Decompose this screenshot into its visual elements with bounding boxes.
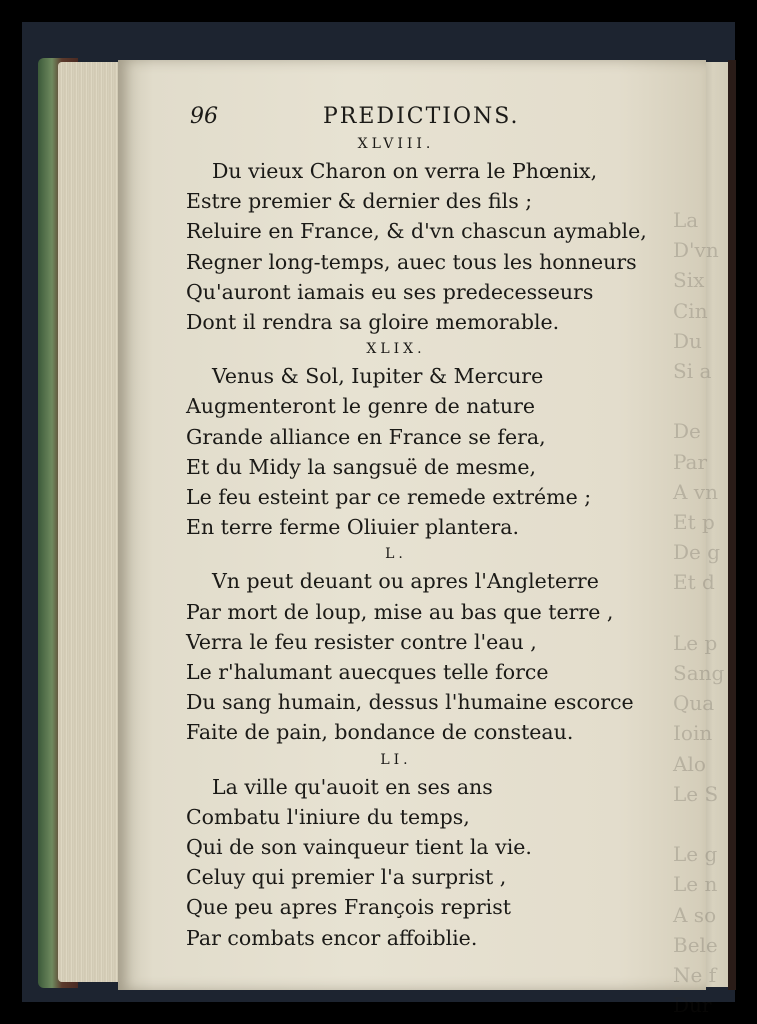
verse-line: Reluire en France, & d'vn chascun aymable, xyxy=(186,219,647,244)
verse-line: Qu'auront iamais eu ses predecesseurs xyxy=(186,279,594,304)
prophecy-text xyxy=(186,132,686,953)
verse-line: Faite de pain, bondance de consteau. xyxy=(186,720,574,745)
verse-line: Estre premier & dernier des fils ; xyxy=(186,189,533,214)
verse-line: Par combats encor affoiblie. xyxy=(186,925,478,950)
stanza-numeral: XLVIII. xyxy=(357,136,435,152)
verse-line: Augmenteront le genre de nature xyxy=(186,394,536,419)
verse-line: En terre ferme Oliuier plantera. xyxy=(186,515,520,540)
stanza-numeral: LI. xyxy=(380,751,412,768)
stanza xyxy=(186,339,686,542)
verse-line: Celuy qui premier l'a surprist , xyxy=(186,865,507,890)
verse-line: Que peu apres François reprist xyxy=(186,895,511,920)
verse-line: Regner long-temps, auec tous les honneurs xyxy=(186,249,637,274)
verse-line: Combatu l'iniure du temps, xyxy=(186,804,470,829)
stanza xyxy=(186,750,686,953)
verse-line: Par mort de loup, mise au bas que terre , xyxy=(186,599,614,624)
stanza-numeral: L. xyxy=(385,546,407,563)
verse-line: Grande alliance en France se fera, xyxy=(186,424,546,449)
bleed-through-text: La D'vn Six Cin Du Si a De Par A vn Et p De g Et d Le p Sang Qua Ioin Alo Le S Le g Le n A so Bele Ne f Dur xyxy=(673,208,725,1018)
stanza-numeral: XLIX. xyxy=(366,341,426,358)
page-number: 96 xyxy=(190,104,218,129)
stanza xyxy=(186,134,686,337)
verse-line: Venus & Sol, Iupiter & Mercure xyxy=(212,364,544,389)
verse-line: Vn peut deuant ou apres l'Angleterre xyxy=(212,569,599,594)
verse-line: Et du Midy la sangsuë de mesme, xyxy=(186,454,537,479)
stanza xyxy=(186,544,686,747)
verse-line: Du vieux Charon on verra le Phœnix, xyxy=(212,159,598,183)
book-page xyxy=(118,60,725,1018)
verse-line: Verra le feu resister contre l'eau , xyxy=(186,629,537,654)
verse-line: Le feu esteint par ce remede extréme ; xyxy=(186,485,592,510)
verse-line: Du sang humain, dessus l'humaine escorce xyxy=(186,690,634,715)
verse-line: Dont il rendra sa gloire memorable. xyxy=(186,310,560,335)
running-head: PREDICTIONS. xyxy=(323,104,520,129)
verse-line: La ville qu'auoit en ses ans xyxy=(212,774,493,799)
verse-line: Le r'halumant auecques telle force xyxy=(186,660,549,685)
verse-line: Qui de son vainqueur tient la vie. xyxy=(186,835,532,860)
